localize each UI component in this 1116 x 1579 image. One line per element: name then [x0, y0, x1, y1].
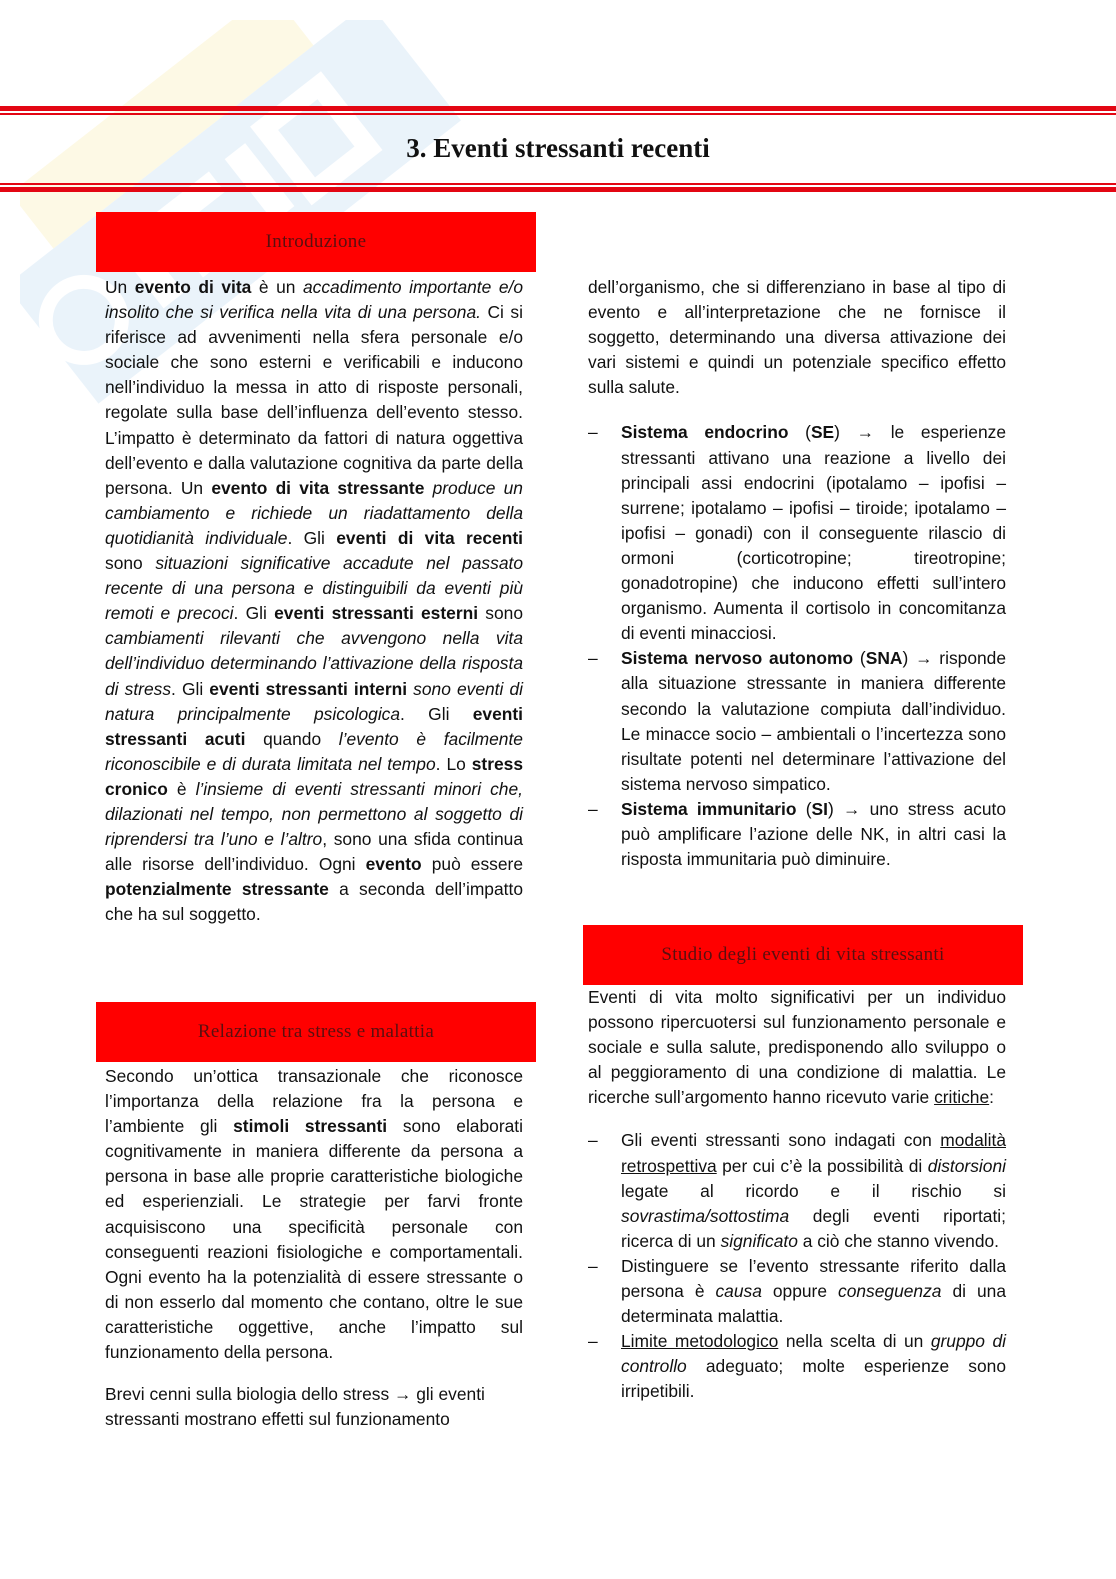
page-title: 3. Eventi stressanti recenti — [406, 133, 710, 163]
biology-column — [588, 275, 1006, 872]
top-rule-thick — [0, 106, 1116, 111]
section-header-relazione: Relazione tra stress e malattia — [96, 1002, 536, 1062]
section-header-introduzione: Introduzione — [96, 212, 536, 272]
list-item: – Sistema nervoso autonomo (SNA) → risponde alla situazione stressante in maniera differente secondo la valutazione compiuta dall’individuo. Le minacce socio – ambientali o l’incertezza sono risultate potenti nel determinare l’attivazione del sistema nervoso simpatico. — [588, 646, 1006, 797]
section-header-studio: Studio degli eventi di vita stressanti — [583, 925, 1023, 985]
relation-paragraph: Secondo un’ottica transazionale che riconosce l’importanza della relazione fra la persona e l’ambiente gli stimoli stressanti sono elaborati cognitivamente in maniera differente da persona a persona in base alle proprie caratteristiche biologiche ed esperienziali. Le strategie per farvi fronte acquisiscono una specificità personale con conseguenti reazioni fisiologiche e comportamentali. Ogni evento ha la potenzialità di essere stressante o di non esserlo dal momento che contano, oltre le sue caratteristiche oggettive, anche l’impatto sul funzionamento della persona. — [105, 1066, 523, 1363]
list-item: – Distinguere se l’evento stressante riferito dalla persona è causa oppure conseguenza di una determinata malattia. — [588, 1254, 1006, 1329]
biology-intro-paragraph: Brevi cenni sulla biologia dello stress → gli eventi stressanti mostrano effetti sul funzionamento — [105, 1384, 485, 1430]
study-paragraph: Eventi di vita molto significativi per un individuo possono ripercuotersi sul funzionamento personale e sociale e sulla salute, predisponendo allo sviluppo o al peggioramento di una condizione di malattia. Le ricerche sull’argomento hanno ricevuto varie critiche: — [588, 987, 1006, 1108]
study-column — [588, 985, 1006, 1405]
biology-continuation: dell’organismo, che si differenziano in base al tipo di evento e all’interpretazione che ne fornisce il soggetto, determinando una diversa attivazione dei vari sistemi e quindi un potenziale specifico effetto sulla salute. — [588, 277, 1006, 398]
list-item: – Sistema immunitario (SI) → uno stress acuto può amplificare l’azione delle NK, in altri casi la risposta immunitaria può diminuire. — [588, 797, 1006, 872]
bottom-rule-thick — [0, 187, 1116, 192]
intro-paragraph: Un evento di vita è un accadimento importante e/o insolito che si verifica nella vita di una persona. Ci si riferisce ad avvenimenti nella sfera personale e/o sociale che sono esterni e verificabili e inducono nell’individuo la messa in atto di risposte personali, regolate sulla base dell’influenza dell’evento stesso. L’impatto è determinato da fattori di natura oggettiva dell’evento e dalla valutazione cognitiva da parte della persona. Un evento di vita stressante produce un cambiamento e richiede un riadattamento della quotidianità individuale. Gli eventi di vita recenti sono situazioni significative accadute nel passato recente di una persona e distinguibili da eventi più remoti e precoci. Gli eventi stressanti esterni sono cambiamenti rilevanti che avvengono nella vita dell’individuo determinando l’attivazione della risposta di stress. Gli eventi stressanti interni sono eventi di natura principalmente psicologica. Gli eventi stressanti acuti quando l’evento è facilmente riconoscibile e di durata limitata nel tempo. Lo stress cronico è l’insieme di eventi stressanti minori che, dilazionati nel tempo, non permettono al soggetto di riprendersi tra l’uno e l’altro, sono una sfida continua alle risorse dell’individuo. Ogni evento può essere potenzialmente stressante a seconda dell’impatto che ha sul soggetto. — [105, 277, 524, 925]
systems-list — [588, 420, 1006, 872]
relation-column — [105, 1064, 523, 1432]
list-item: – Sistema endocrino (SE) → le esperienze stressanti attivano una reazione a livello dei principali assi endocrini (ipotalamo – ipofisi – surrene; ipotalamo – ipofisi – tiroide; ipotalamo – ipofisi – gonadi) con il conseguente rilascio di ormoni (corticotropine; tireotropine; gonadotropine) che inducono effetti sull’intero organismo. Aumenta il cortisolo in concomitanza di eventi minacciosi. — [588, 420, 1006, 646]
list-item: – Limite metodologico nella scelta di un gruppo di controllo adeguato; molte esperienze sono irripetibili. — [588, 1329, 1006, 1404]
bottom-rule-thin — [0, 183, 1116, 185]
top-rule-thin — [0, 113, 1116, 115]
intro-column — [105, 275, 523, 927]
list-item: – Gli eventi stressanti sono indagati con modalità retrospettiva per cui c’è la possibilità di distorsioni legate al ricordo e il rischio si sovrastima/sottostima degli eventi riportati; ricerca di un significato a ciò che stanno vivendo. — [588, 1128, 1006, 1253]
critiques-list — [588, 1128, 1006, 1404]
